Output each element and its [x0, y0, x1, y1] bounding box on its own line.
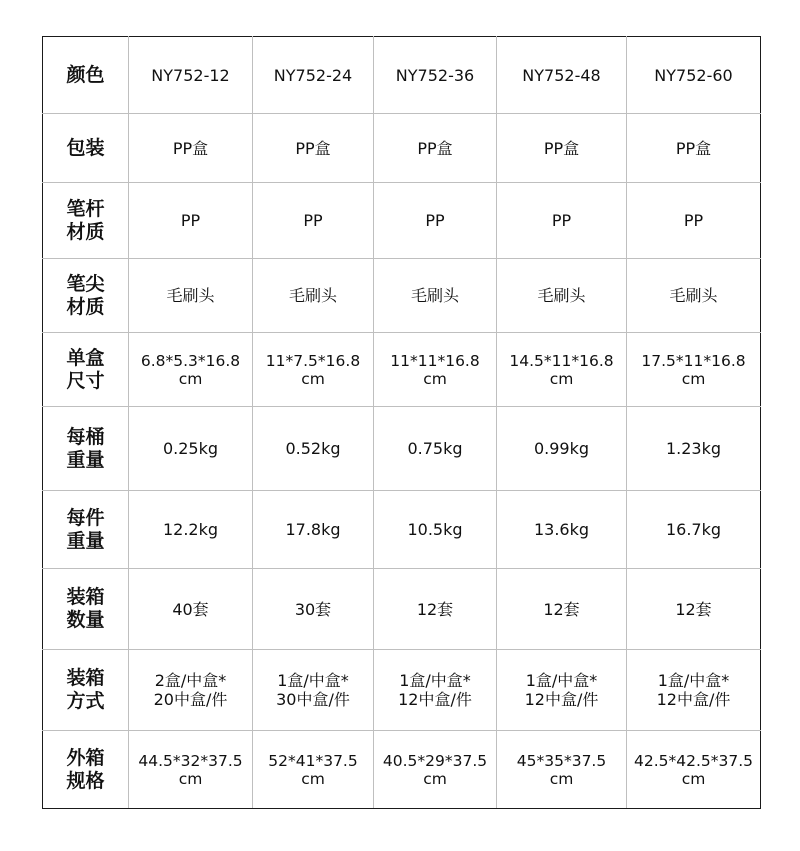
table-cell: PP — [374, 183, 497, 259]
table-cell: PP — [497, 183, 627, 259]
table-cell: 17.8kg — [253, 491, 374, 569]
spec-table — [42, 36, 761, 809]
row-label-bucket-weight: 每桶 重量 — [43, 407, 129, 491]
table-cell: 30套 — [253, 569, 374, 650]
table-cell: 14.5*11*16.8 cm — [497, 333, 627, 407]
table-cell: 45*35*37.5 cm — [497, 731, 627, 809]
row-label-packing-method: 装箱 方式 — [43, 650, 129, 731]
table-cell: 2盒/中盒* 20中盒/件 — [129, 650, 253, 731]
table-cell: 42.5*42.5*37.5 cm — [627, 731, 761, 809]
table-cell: 16.7kg — [627, 491, 761, 569]
table-cell: 毛刷头 — [129, 259, 253, 333]
row-label-box-size: 单盒 尺寸 — [43, 333, 129, 407]
table-cell: NY752-36 — [374, 37, 497, 114]
table-cell: PP盒 — [374, 114, 497, 183]
table-cell: 12套 — [374, 569, 497, 650]
table-row-packing-method — [43, 650, 761, 731]
table-cell: 毛刷头 — [627, 259, 761, 333]
table-cell: 11*11*16.8 cm — [374, 333, 497, 407]
table-cell: PP盒 — [129, 114, 253, 183]
table-cell: NY752-24 — [253, 37, 374, 114]
table-cell: 40套 — [129, 569, 253, 650]
table-cell: PP — [129, 183, 253, 259]
table-cell: 12套 — [627, 569, 761, 650]
table-cell: 毛刷头 — [253, 259, 374, 333]
table-cell: 13.6kg — [497, 491, 627, 569]
table-cell: NY752-12 — [129, 37, 253, 114]
table-cell: 44.5*32*37.5 cm — [129, 731, 253, 809]
table-cell: 6.8*5.3*16.8 cm — [129, 333, 253, 407]
table-row-barrel-material — [43, 183, 761, 259]
table-row-carton-size — [43, 731, 761, 809]
table-cell: PP — [253, 183, 374, 259]
table-cell: PP盒 — [627, 114, 761, 183]
table-cell: 12套 — [497, 569, 627, 650]
table-row-tip-material — [43, 259, 761, 333]
table-cell: 1盒/中盒* 12中盒/件 — [374, 650, 497, 731]
table-cell: 1盒/中盒* 30中盒/件 — [253, 650, 374, 731]
table-cell: PP盒 — [253, 114, 374, 183]
table-row-box-size — [43, 333, 761, 407]
table-cell: NY752-48 — [497, 37, 627, 114]
row-label-color: 颜色 — [43, 37, 129, 114]
table-cell: 0.75kg — [374, 407, 497, 491]
row-label-case-quantity: 装箱 数量 — [43, 569, 129, 650]
row-label-tip-material: 笔尖 材质 — [43, 259, 129, 333]
table-cell: 毛刷头 — [497, 259, 627, 333]
table-cell: 52*41*37.5 cm — [253, 731, 374, 809]
row-label-piece-weight: 每件 重量 — [43, 491, 129, 569]
table-cell: 0.52kg — [253, 407, 374, 491]
table-cell: PP — [627, 183, 761, 259]
table-cell: 17.5*11*16.8 cm — [627, 333, 761, 407]
row-label-barrel-material: 笔杆 材质 — [43, 183, 129, 259]
table-cell: 40.5*29*37.5 cm — [374, 731, 497, 809]
table-cell: NY752-60 — [627, 37, 761, 114]
table-cell: 1.23kg — [627, 407, 761, 491]
table-cell: PP盒 — [497, 114, 627, 183]
table-cell: 0.25kg — [129, 407, 253, 491]
table-cell: 1盒/中盒* 12中盒/件 — [497, 650, 627, 731]
table-cell: 12.2kg — [129, 491, 253, 569]
row-label-carton-size: 外箱 规格 — [43, 731, 129, 809]
row-label-packaging: 包装 — [43, 114, 129, 183]
table-row-piece-weight — [43, 491, 761, 569]
table-cell: 11*7.5*16.8 cm — [253, 333, 374, 407]
table-row-case-quantity — [43, 569, 761, 650]
table-cell: 0.99kg — [497, 407, 627, 491]
table-cell: 10.5kg — [374, 491, 497, 569]
table-cell: 1盒/中盒* 12中盒/件 — [627, 650, 761, 731]
table-row-packaging — [43, 114, 761, 183]
table-row-color — [43, 37, 761, 114]
table-cell: 毛刷头 — [374, 259, 497, 333]
table-row-bucket-weight — [43, 407, 761, 491]
